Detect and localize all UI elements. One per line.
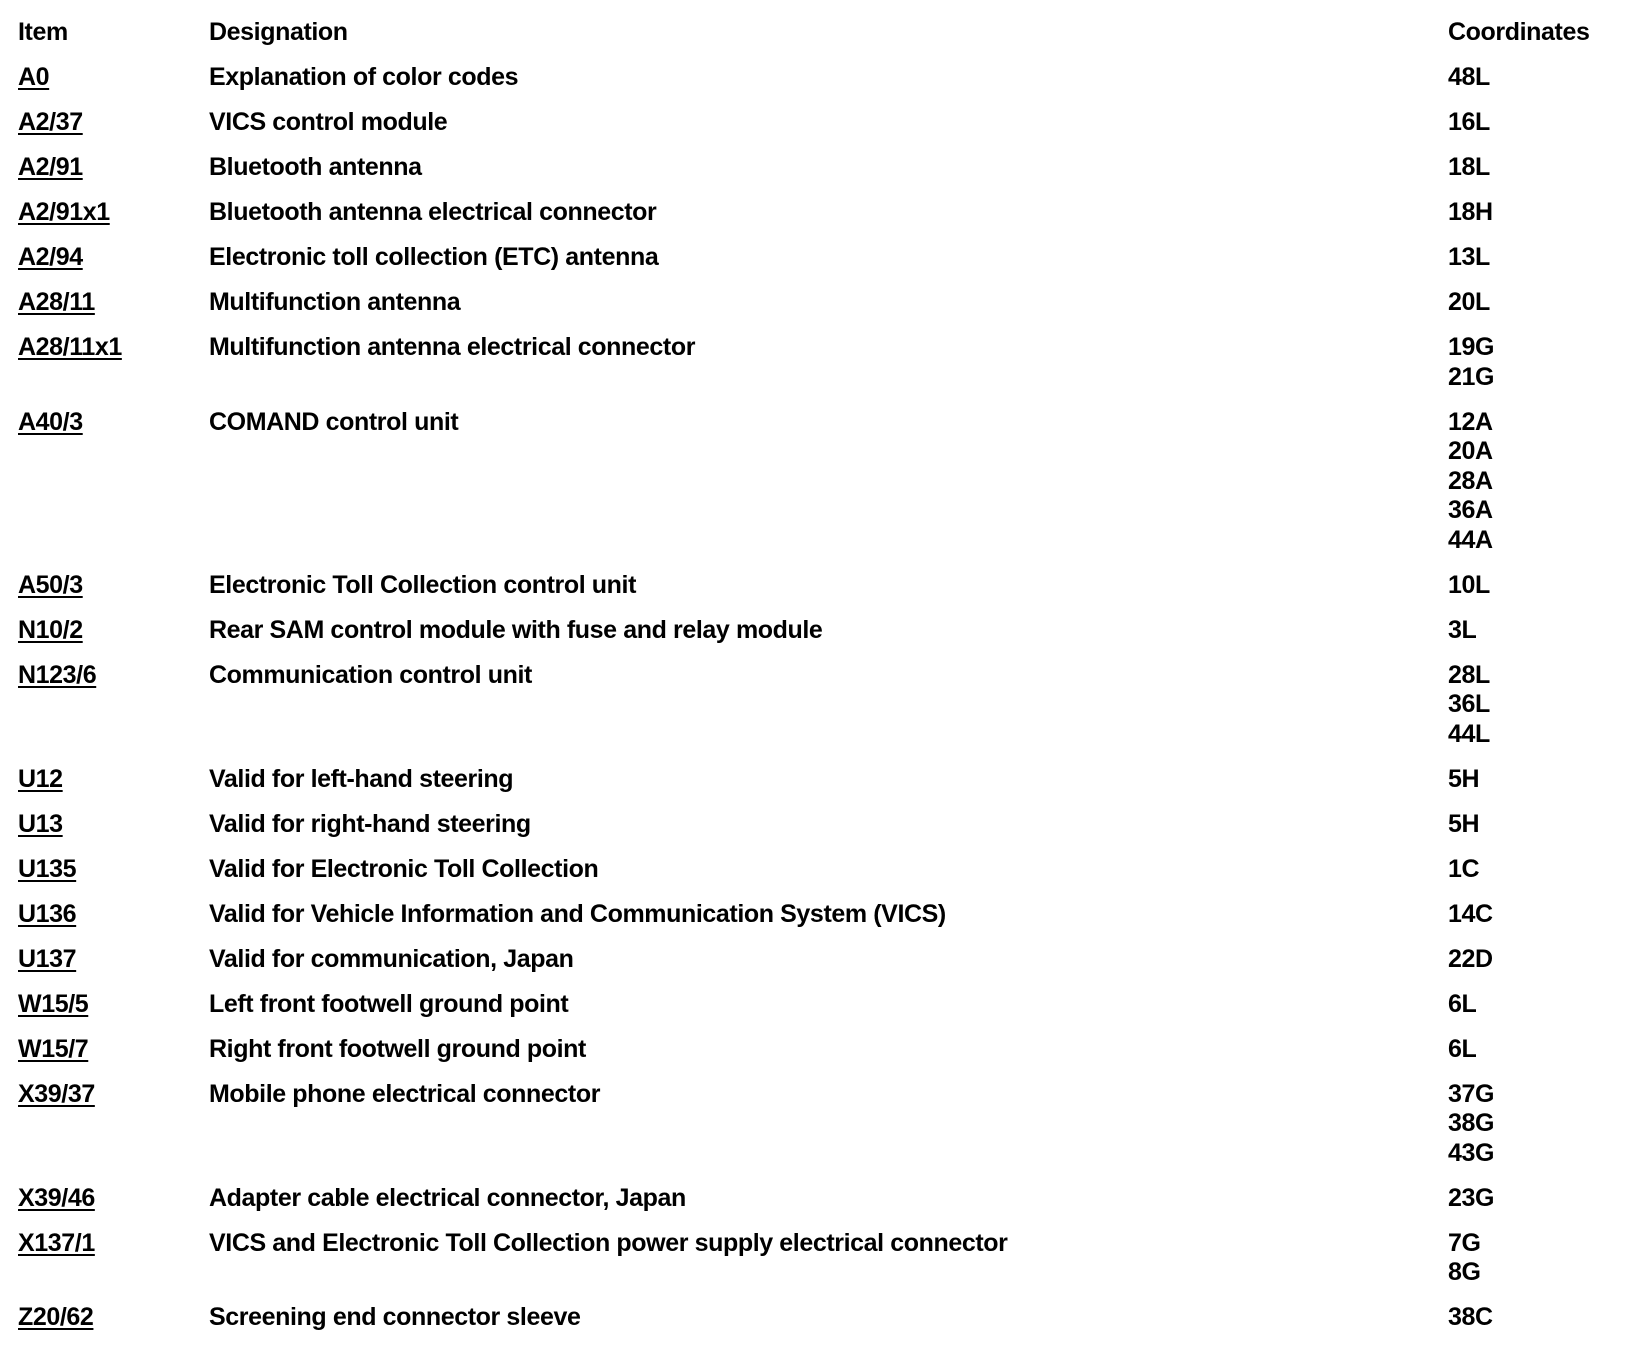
designation-text: Valid for right-hand steering (209, 809, 531, 838)
item-link[interactable]: U13 (18, 809, 63, 838)
designation-text: VICS control module (209, 108, 448, 136)
designation-text: Screening end connector sleeve (209, 1303, 581, 1331)
item-link[interactable]: X39/46 (18, 1183, 95, 1212)
designation-text: Multifunction antenna (209, 288, 461, 316)
item-link[interactable]: Z20/62 (18, 1303, 94, 1331)
table-row (0, 1303, 1632, 1333)
designation-text: Mobile phone electrical connector (209, 1079, 601, 1108)
table-row (0, 990, 1632, 1020)
coordinate-value: 28A (1448, 466, 1493, 495)
designation-text: Bluetooth antenna electrical connector (209, 198, 657, 226)
item-link[interactable]: X39/37 (18, 1079, 95, 1108)
coordinates-cell (1448, 408, 1598, 556)
table-row (0, 616, 1632, 646)
designation-text: Explanation of color codes (209, 63, 519, 91)
coordinates-cell (1448, 108, 1598, 138)
designation-text: Valid for communication, Japan (209, 944, 574, 973)
coordinate-value: 1C (1448, 854, 1480, 883)
table-row (0, 333, 1632, 392)
designation-text: COMAND control unit (209, 407, 459, 436)
coordinate-value: 5H (1448, 809, 1480, 838)
designation-text: Multifunction antenna electrical connector (209, 333, 696, 361)
designation-text: Valid for Electronic Toll Collection (209, 854, 599, 883)
coordinates-cell (1448, 571, 1598, 601)
item-link[interactable]: A28/11 (18, 288, 95, 316)
coordinates-cell (1448, 900, 1598, 930)
coordinate-value: 36L (1448, 690, 1490, 718)
table-row (0, 571, 1632, 601)
coordinates-cell (1448, 1229, 1598, 1288)
coordinates-cell (1448, 333, 1598, 392)
coordinates-cell (1448, 990, 1598, 1020)
table-row (0, 63, 1632, 93)
designation-text: Electronic Toll Collection control unit (209, 570, 637, 599)
coordinate-value: 28L (1448, 660, 1490, 689)
table-row (0, 408, 1632, 556)
coordinates-cell (1448, 661, 1598, 750)
coordinate-value: 37G (1448, 1079, 1495, 1108)
table-row (0, 765, 1632, 795)
item-link[interactable]: U137 (18, 944, 77, 973)
designation-text: Right front footwell ground point (209, 1034, 586, 1063)
table-row (0, 1184, 1632, 1214)
coordinate-value: 48L (1448, 63, 1490, 91)
item-link[interactable]: A28/11x1 (18, 333, 122, 361)
coordinate-value: 20A (1448, 437, 1493, 465)
coordinate-value: 44A (1448, 525, 1493, 554)
designation-text: Communication control unit (209, 660, 532, 689)
designation-text: VICS and Electronic Toll Collection power supply electrical connector (209, 1228, 1008, 1257)
coordinates-cell (1448, 765, 1598, 795)
table-row (0, 900, 1632, 930)
coordinates-cell (1448, 1303, 1598, 1333)
table-row (0, 1080, 1632, 1169)
coordinate-value: 21G (1448, 362, 1495, 391)
item-link[interactable]: N123/6 (18, 660, 97, 689)
coordinates-cell (1448, 1035, 1598, 1065)
item-link[interactable]: A40/3 (18, 407, 83, 436)
coordinate-value: 8G (1448, 1258, 1481, 1286)
coordinate-value: 36A (1448, 496, 1493, 524)
designation-text: Electronic toll collection (ETC) antenna (209, 243, 659, 271)
coordinates-cell (1448, 63, 1598, 93)
coordinates-cell (1448, 945, 1598, 975)
designation-text: Rear SAM control module with fuse and relay module (209, 615, 823, 644)
item-link[interactable]: N10/2 (18, 615, 83, 644)
item-link[interactable]: U12 (18, 764, 63, 793)
item-link[interactable]: A2/94 (18, 243, 83, 271)
header-coordinates: Coordinates (1448, 18, 1590, 46)
table-row (0, 1229, 1632, 1288)
item-link[interactable]: U136 (18, 899, 77, 928)
coordinate-value: 19G (1448, 333, 1495, 361)
table-header (0, 18, 1632, 54)
header-item: Item (18, 18, 68, 46)
item-link[interactable]: A2/91x1 (18, 198, 110, 226)
header-designation: Designation (209, 18, 348, 46)
item-link[interactable]: U135 (18, 854, 77, 883)
coordinate-value: 7G (1448, 1228, 1481, 1257)
coordinate-value: 14C (1448, 899, 1493, 928)
table-row (0, 153, 1632, 183)
table-row (0, 661, 1632, 750)
coordinates-cell (1448, 243, 1598, 273)
item-link[interactable]: X137/1 (18, 1228, 95, 1257)
table-row (0, 288, 1632, 318)
coordinate-value: 18L (1448, 153, 1490, 181)
coordinate-value: 5H (1448, 764, 1480, 793)
coordinates-cell (1448, 1184, 1598, 1214)
designation-text: Left front footwell ground point (209, 989, 569, 1018)
coordinate-value: 23G (1448, 1183, 1495, 1212)
item-link[interactable]: A2/91 (18, 153, 83, 181)
coordinates-cell (1448, 288, 1598, 318)
coordinate-value: 20L (1448, 288, 1490, 316)
table-row (0, 945, 1632, 975)
table-row (0, 108, 1632, 138)
designation-text: Valid for left-hand steering (209, 764, 514, 793)
designation-text: Adapter cable electrical connector, Japan (209, 1183, 686, 1212)
coordinate-value: 3L (1448, 615, 1477, 644)
item-link[interactable]: A0 (18, 63, 50, 91)
table-row (0, 243, 1632, 273)
coordinate-value: 22D (1448, 944, 1493, 973)
coordinates-cell (1448, 1080, 1598, 1169)
item-link[interactable]: A2/37 (18, 108, 83, 136)
coordinate-value: 38C (1448, 1303, 1493, 1331)
item-link[interactable]: W15/7 (18, 1034, 89, 1063)
coordinates-cell (1448, 153, 1598, 183)
coordinates-cell (1448, 616, 1598, 646)
coordinates-cell (1448, 198, 1598, 228)
coordinate-value: 18H (1448, 198, 1493, 226)
coordinate-value: 10L (1448, 570, 1490, 599)
coordinate-value: 44L (1448, 719, 1490, 748)
coordinate-value: 43G (1448, 1138, 1495, 1167)
designation-text: Valid for Vehicle Information and Communication System (VICS) (209, 899, 946, 928)
coordinate-value: 16L (1448, 108, 1490, 136)
coordinate-value: 6L (1448, 1034, 1477, 1063)
coordinate-value: 6L (1448, 989, 1477, 1018)
table-row (0, 810, 1632, 840)
designation-text: Bluetooth antenna (209, 153, 422, 181)
table-body (0, 63, 1632, 1348)
coordinate-value: 38G (1448, 1109, 1495, 1137)
coordinates-cell (1448, 810, 1598, 840)
coordinates-cell (1448, 855, 1598, 885)
coordinate-value: 13L (1448, 243, 1490, 271)
table-row (0, 855, 1632, 885)
table-row (0, 1035, 1632, 1065)
table-row (0, 198, 1632, 228)
coordinate-value: 12A (1448, 407, 1493, 436)
item-link[interactable]: W15/5 (18, 989, 89, 1018)
item-link[interactable]: A50/3 (18, 570, 83, 599)
